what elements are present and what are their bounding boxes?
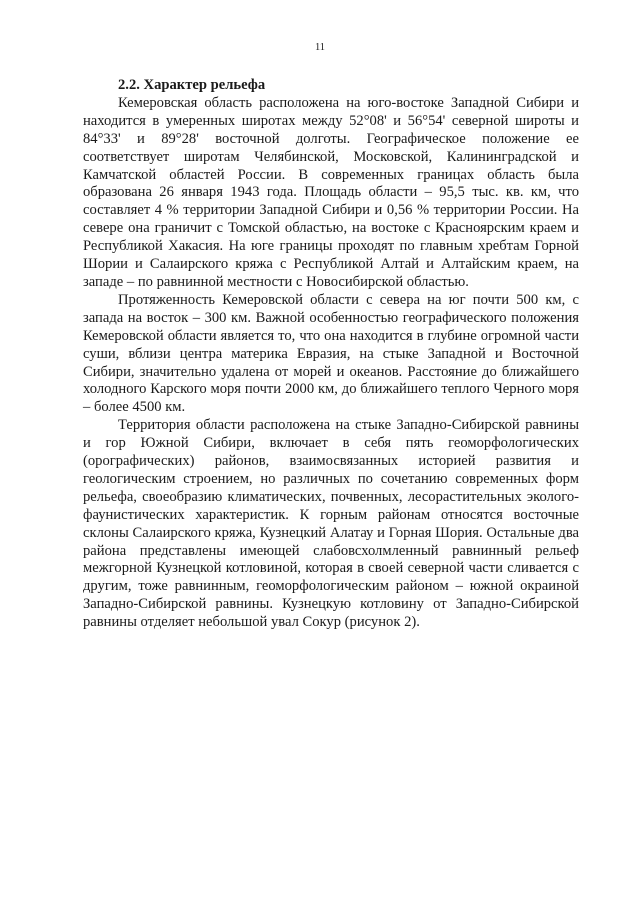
page-number: 11 (314, 42, 326, 53)
paragraph-extent: Протяженность Кемеровской области с севера на юг почти 500 км, с запада на восток – 300 км. Важной особенностью географического положения Кемеровской области является то, что она находится в глубине огромной части суши, вблизи центра материка Евразия, на стыке Западной и Восточной Сибири, значительно удалена от морей и океанов. Расстояние до ближайшего холодного Карского моря почти 2000 км, до ближайшего теплого Черного моря – более 4500 км. (83, 291, 579, 416)
section-body (83, 77, 579, 632)
paragraph-territory: Территория области расположена на стыке Западно-Сибирской равнины и гор Южной Сибири, включает в себя пять геоморфологических (орографических) районов, взаимосвязанных историей развития и геологическим строением, но различных по сочетанию современных форм рельефа, своеобразию климатических, почвенных, лесорастительных эколого-фаунистических характеристик. К горным районам относятся восточные склоны Салаирского кряжа, Кузнецкий Алатау и Горная Шория. Остальные два района представлены имеющей слабовсхолмленный равнинный рельеф межгорной Кузнецкой котловиной, которая в своей северной части сливается с другим, тоже равнинным, геоморфологическим районом – южной окраиной Западно-Сибирской равнины. Кузнецкую котловину от Западно-Сибирской равнины отделяет небольшой увал Сокур (рисунок 2). (83, 417, 579, 631)
section-title: 2.2. Характер рельефа (118, 77, 266, 93)
paragraph-location: Кемеровская область расположена на юго-востоке Западной Сибири и находится в умеренных широтах между 52°08' и 56°54' северной широты и 84°33' и 89°28' восточной долготы. Географическое положение ее соответствует широтам Челябинской, Московской, Калининградской и Камчатской областей России. В современных границах область была образована 26 января 1943 года. Площадь области – 95,5 тыс. кв. км, что составляет 4 % территории Западной Сибири и 0,56 % территории России. На севере она граничит с Томской областью, на востоке с Красноярским краем и Республикой Хакасия. На юге границы проходят по главным хребтам Горной Шории и Салаирского кряжа с Республикой Алтай и Алтайским краем, на западе – по равнинной местности с Новосибирской областью. (83, 94, 579, 290)
